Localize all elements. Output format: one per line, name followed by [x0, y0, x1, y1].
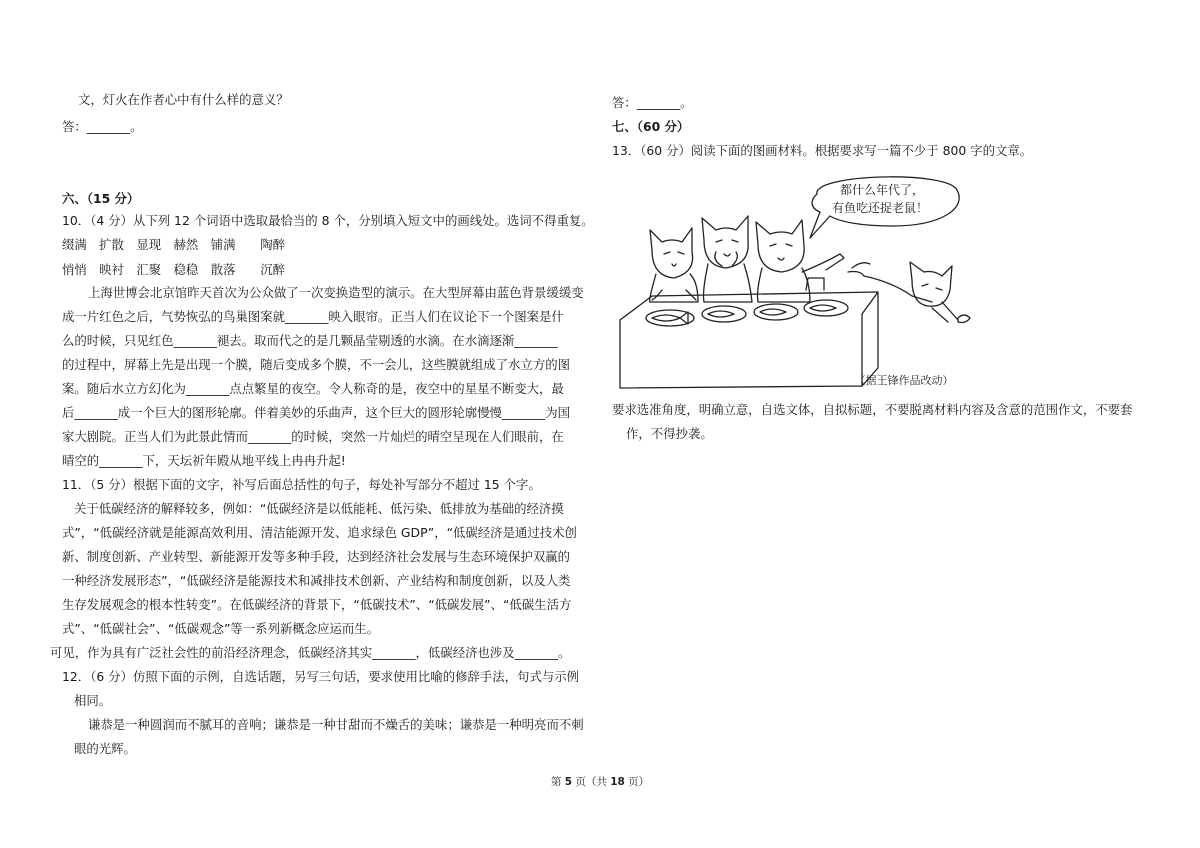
q11-passage-line: 式”、“低碳社会”、“低碳观念”等一系列新概念应运而生。 [62, 621, 380, 636]
q13-requirements-cont: 作，不得抄袭。 [626, 426, 713, 441]
q11-passage-line: 式”，“低碳经济就是能源高效利用、清洁能源开发、追求绿色 GDP”，“低碳经济是通过技术创 [62, 525, 577, 540]
section-7-title: 七、（60 分） [612, 119, 690, 134]
cat-2 [702, 216, 752, 302]
bubble-text-line2: 有鱼吃还捉老鼠！ [831, 201, 929, 215]
q10-words-row2: 悄悄 映衬 汇聚 稳稳 散落 沉醉 [62, 262, 286, 277]
page-footer [0, 774, 1200, 789]
q9-answer: 答：_______。 [62, 119, 143, 134]
q13-stem: 13．（60 分）阅读下面的图画材料。根据要求写一篇不少于 800 字的文章。 [612, 143, 1033, 158]
q12-example-cont: 眼的光辉。 [74, 741, 136, 756]
q9-line: 文，灯火在作者心中有什么样的意义？ [78, 92, 289, 107]
cat-3 [756, 220, 844, 302]
footer-prefix: 第 [550, 776, 565, 788]
cartoon-illustration [612, 172, 982, 394]
fish-plates [646, 300, 848, 326]
q10-passage-line: 成一片红色之后，气势恢弘的鸟巢图案就_______映入眼帘。正当人们在议论下一个图案是什 [62, 309, 564, 324]
q11-stem: 11．（5 分）根据下面的文字，补写后面总括性的句子，每处补写部分不超过 15 个字。 [62, 477, 541, 492]
bubble-text-line1: 都什么年代了， [839, 183, 925, 197]
footer-suffix: 页） [624, 776, 650, 788]
q10-passage-line: 晴空的_______下，天坛祈年殿从地平线上冉冉升起! [62, 453, 346, 468]
footer-middle: 页（共 [572, 776, 611, 788]
q11-conclusion: 可见，作为具有广泛社会性的前沿经济理念，低碳经济其实_______，低碳经济也涉及_______。 [50, 645, 571, 660]
page-number: 5 [564, 776, 572, 788]
q11-passage-line: 生存发展观念的根本性转变”。在低碳经济的背景下，“低碳技术”、“低碳发展”、“低碳生活方 [62, 597, 572, 612]
table [620, 292, 878, 388]
q11-passage-line: 一种经济发展形态”，“低碳经济是能源技术和减排技术创新、产业结构和制度创新，以及人类 [62, 573, 571, 588]
q10-stem: 10．（4 分）从下列 12 个词语中选取最恰当的 8 个，分别填入短文中的画线处。选词不得重复。 [62, 213, 594, 228]
q12-example: 谦恭是一种圆润而不腻耳的音响；谦恭是一种甘甜而不燥舌的美味；谦恭是一种明亮而不刺 [88, 717, 584, 732]
cat-1 [650, 228, 698, 302]
cartoon-caption: （据王锋作品改动） [854, 374, 954, 387]
section-6-title: 六、（15 分） [62, 191, 140, 206]
q11-passage-line: 关于低碳经济的解释较多，例如：“低碳经济是以低能耗、低污染、低排放为基础的经济摸 [74, 501, 564, 516]
q10-passage-line: 案。随后水立方幻化为_______点点繁星的夜空。令人称奇的是，夜空中的星星不断变大，最 [62, 381, 564, 396]
q10-passage-line: 家大剧院。正当人们为此景此情而_______的时候，突然一片灿烂的晴空呈现在人们眼前，在 [62, 429, 564, 444]
q10-passage-line: 么的时候，只见红色_______褪去。取而代之的是几颗晶莹剔透的水滴。在水滴逐渐_______ [62, 333, 558, 348]
q10-passage-line: 后_______成一个巨大的图形轮廓。伴着美妙的乐曲声，这个巨大的圆形轮廓慢慢_______为国 [62, 405, 571, 420]
total-pages: 18 [610, 776, 625, 788]
q12-stem-cont: 相同。 [74, 693, 112, 708]
q10-passage-line: 的过程中，屏幕上先是出现一个膜，随后变成多个膜，不一会儿，这些膜就组成了水立方的图 [62, 357, 571, 372]
q10-words-row1: 缀满 扩散 显现 赫然 铺满 陶醉 [62, 237, 286, 252]
q12-answer: 答：_______。 [612, 95, 693, 110]
q13-requirements: 要求选准角度，明确立意，自选文体，自拟标题，不要脱离材料内容及含意的范围作文，不要套 [612, 402, 1133, 417]
q11-passage-line: 新、制度创新、产业转型、新能源开发等多种手段，达到经济社会发展与生态环境保护双赢的 [62, 549, 571, 564]
q12-stem: 12．（6 分）仿照下面的示例，自选话题，另写三句话，要求使用比喻的修辞手法，句式与示例 [62, 669, 580, 684]
q10-passage-line: 上海世博会北京馆昨天首次为公众做了一次变换造型的演示。在大型屏幕由蓝色背景缓缓变 [88, 285, 584, 300]
